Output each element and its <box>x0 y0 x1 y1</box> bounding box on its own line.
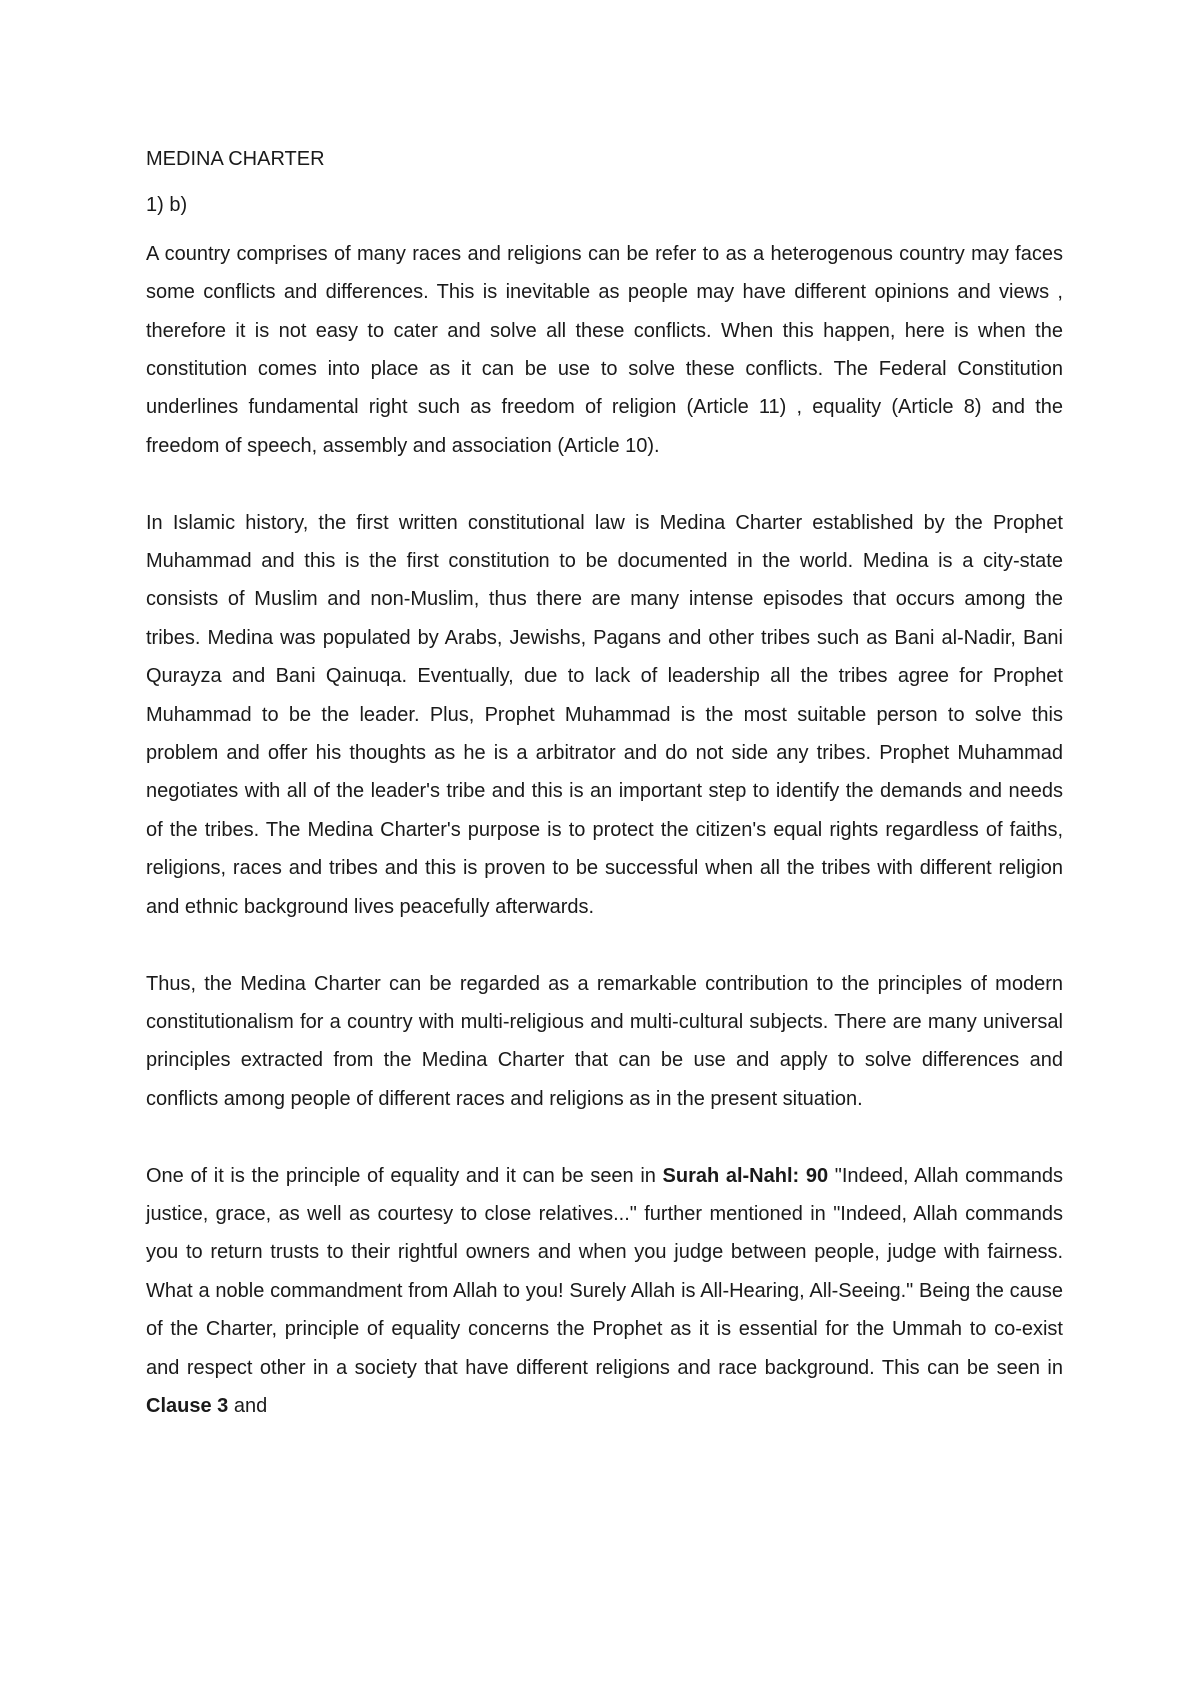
document-title: MEDINA CHARTER <box>146 148 325 170</box>
document-body <box>146 140 1063 1425</box>
paragraph-4 <box>146 1157 1063 1426</box>
paragraph-4-text-3: and <box>228 1394 268 1417</box>
paragraph-3: Thus, the Medina Charter can be regarded as a remarkable contribution to the principles of modern constitutionalism for a country with multi-religious and multi-cultural subjects. There are many universal principles extracted from the Medina Charter that can be use and apply to solve differences and conflicts among people of different races and religions as in the present situation. <box>146 972 1063 1110</box>
surah-reference: Surah al-Nahl: 90 <box>662 1164 829 1187</box>
paragraph-2: In Islamic history, the first written constitutional law is Medina Charter established by the Prophet Muhammad and this is the first constitution to be documented in the world. Medina is a city-state consists of Muslim and non-Muslim, thus there are many intense episodes that occurs among the tribes. Medina was populated by Arabs, Jewishs, Pagans and other tribes such as Bani al-Nadir, Bani Qurayza and Bani Qainuqa. Eventually, due to lack of leadership all the tribes agree for Prophet Muhammad to be the leader. Plus, Prophet Muhammad is the most suitable person to solve this problem and offer his thoughts as he is a arbitrator and do not side any tribes. Prophet Muhammad negotiates with all of the leader's tribe and this is an important step to identify the demands and needs of the tribes. The Medina Charter's purpose is to protect the citizen's equal rights regardless of faiths, religions, races and tribes and this is proven to be successful when all the tribes with different religion and ethnic background lives peacefully afterwards. <box>146 511 1063 918</box>
paragraph-4-text-1: One of it is the principle of equality and it can be seen in <box>146 1164 663 1187</box>
paragraph-4-text-2: "Indeed, Allah commands justice, grace, as well as courtesy to close relatives..." further mentioned in "Indeed, Allah commands you to return trusts to their rightful owners and when you judge between people, judge with fairness. What a noble commandment from Allah to you! Surely Allah is All-Hearing, All-Seeing." Being the cause of the Charter, principle of equality concerns the Prophet as it is essential for the Ummah to co-exist and respect other in a society that have different religions and race background. This can be seen in <box>146 1164 1063 1379</box>
paragraph-1: A country comprises of many races and religions can be refer to as a heterogenous country may faces some conflicts and differences. This is inevitable as people may have different opinions and views , therefore it is not easy to cater and solve all these conflicts. When this happen, here is when the constitution comes into place as it can be use to solve these conflicts. The Federal Constitution underlines fundamental right such as freedom of religion (Article 11) , equality (Article 8) and the freedom of speech, assembly and association (Article 10). <box>146 242 1063 457</box>
question-number: 1) b) <box>146 194 188 217</box>
clause-reference: Clause 3 <box>146 1394 229 1417</box>
